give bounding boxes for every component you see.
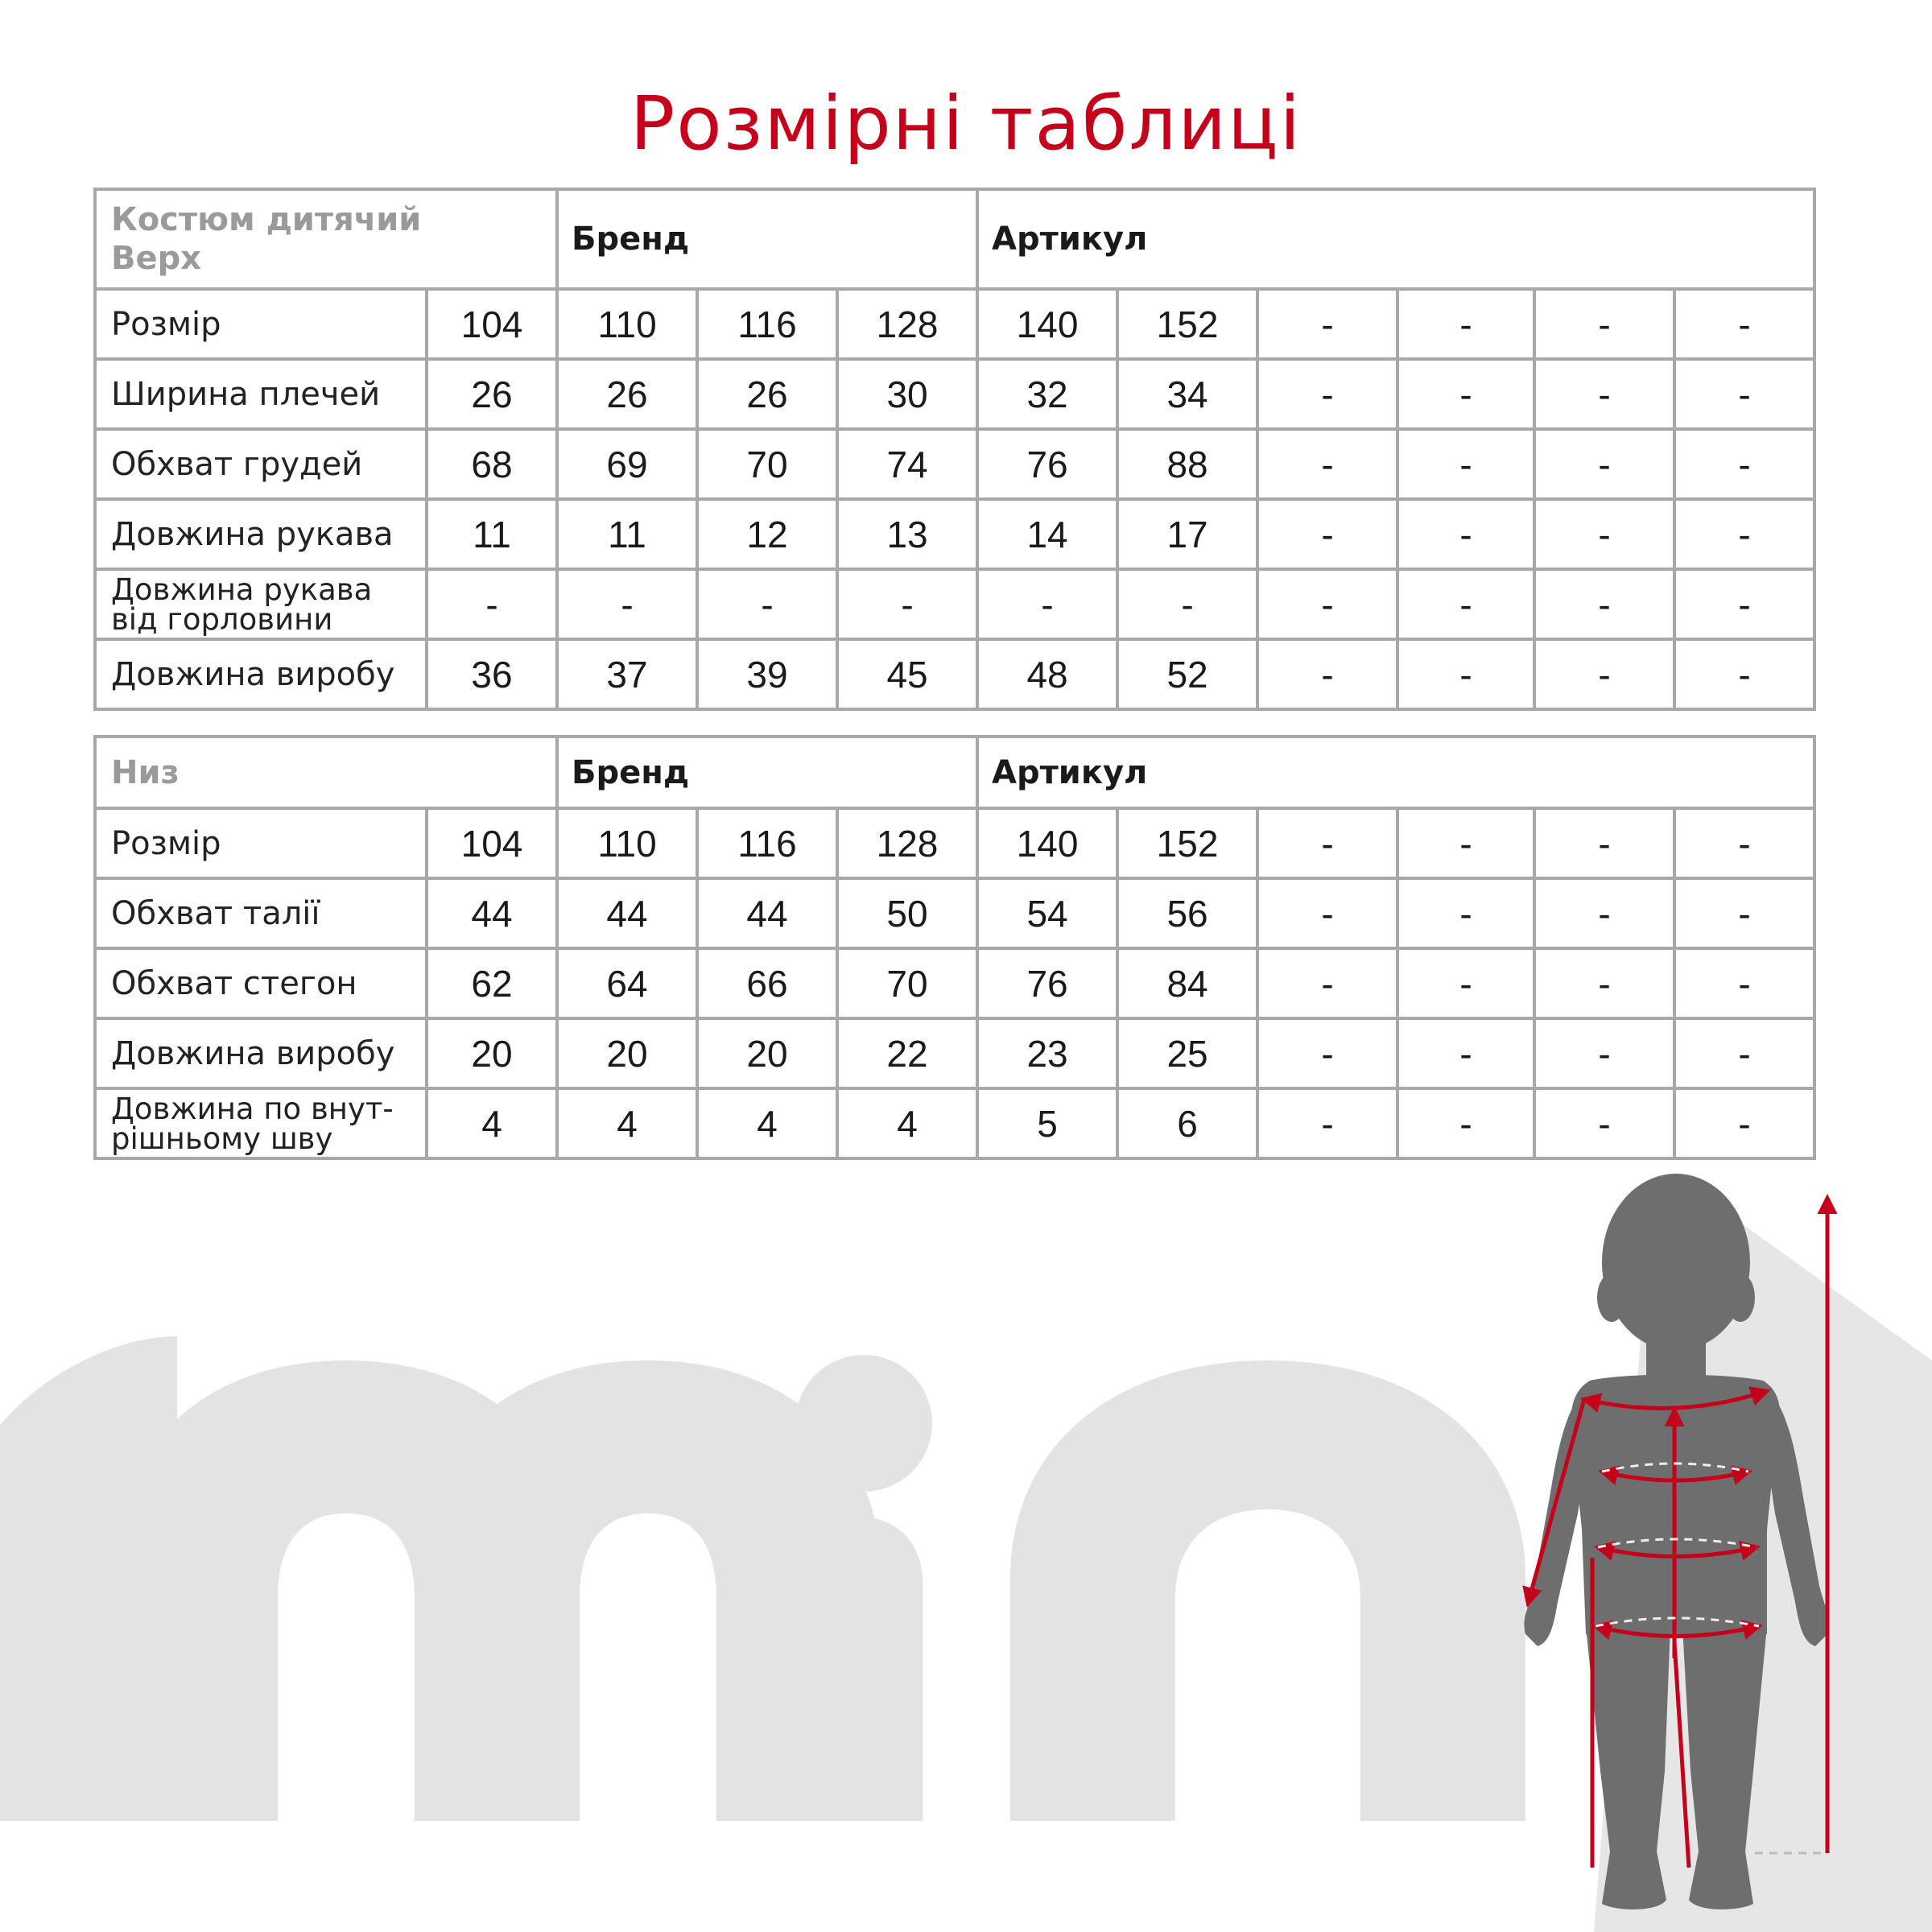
cell: - [1117,569,1257,639]
cell: 54 [977,878,1117,948]
cell: - [1397,878,1534,948]
row-label: Розмір [95,289,427,359]
cell: - [1674,429,1814,499]
cell: - [1674,499,1814,569]
cell: - [1534,569,1674,639]
cell: 4 [837,1088,977,1158]
cell: - [1397,359,1534,429]
cell: 50 [837,878,977,948]
cell: - [1397,1018,1534,1088]
cell: - [1674,1018,1814,1088]
cell: - [1534,1088,1674,1158]
cell: - [1674,569,1814,639]
cell: - [1534,1018,1674,1088]
cell: - [1534,878,1674,948]
cell: - [1257,878,1397,948]
cell: - [1534,499,1674,569]
cell: - [1674,359,1814,429]
cell: - [977,569,1117,639]
cell: 13 [837,499,977,569]
row-label: Розмір [95,808,427,878]
cell: - [1257,499,1397,569]
cell: - [1257,359,1397,429]
cell: 84 [1117,948,1257,1018]
cell: 152 [1117,289,1257,359]
cell: - [1257,808,1397,878]
cell: 152 [1117,808,1257,878]
cell: 104 [427,808,557,878]
page-title: Розмірні таблиці [630,80,1302,167]
cell: - [1674,289,1814,359]
cell: - [1257,289,1397,359]
cell: - [1257,429,1397,499]
cell: 52 [1117,639,1257,709]
row-label: Ширина плечей [95,359,427,429]
cell: 20 [697,1018,837,1088]
row-label: Довжина рукава [95,499,427,569]
cell: - [1674,948,1814,1018]
cell: 64 [557,948,697,1018]
cell: 44 [697,878,837,948]
cell: 74 [837,429,977,499]
cell: - [1397,429,1534,499]
cell: - [1257,569,1397,639]
cell: 34 [1117,359,1257,429]
cell: 11 [427,499,557,569]
cell: - [1674,639,1814,709]
brand-label: Бренд [557,189,977,289]
cell: - [1397,569,1534,639]
cell: 26 [557,359,697,429]
cell: 62 [427,948,557,1018]
cell: 4 [557,1088,697,1158]
cell: - [1674,1088,1814,1158]
article-label: Артикул [977,189,1814,289]
cell: 70 [837,948,977,1018]
cell: - [1534,948,1674,1018]
cell: - [557,569,697,639]
cell: 37 [557,639,697,709]
cell: - [1397,808,1534,878]
cell: - [1257,1088,1397,1158]
cell: 76 [977,948,1117,1018]
cell: 14 [977,499,1117,569]
cell: 4 [427,1088,557,1158]
cell: 140 [977,289,1117,359]
cell: - [1397,289,1534,359]
row-label-line: Довжина рукава [111,572,373,607]
cell: 68 [427,429,557,499]
cell: 70 [697,429,837,499]
cell: 26 [427,359,557,429]
cell: - [1674,808,1814,878]
cell: - [837,569,977,639]
cell: - [1674,878,1814,948]
cell: - [1534,359,1674,429]
cell: 116 [697,289,837,359]
cell: 26 [697,359,837,429]
cell: 39 [697,639,837,709]
category-line: Костюм дитячий [111,201,422,238]
cell: - [1397,499,1534,569]
cell: 20 [557,1018,697,1088]
cell: 4 [697,1088,837,1158]
category-line: Верх [111,240,202,277]
cell: 140 [977,808,1117,878]
cell: 11 [557,499,697,569]
cell: - [1534,429,1674,499]
cell: 22 [837,1018,977,1088]
row-label-line: Довжина по внут- [111,1091,394,1126]
cell: - [697,569,837,639]
cell: 104 [427,289,557,359]
cell: 23 [977,1018,1117,1088]
cell: - [1397,1088,1534,1158]
cell: 20 [427,1018,557,1088]
cell: - [1534,639,1674,709]
cell: - [1397,948,1534,1018]
cell: 110 [557,808,697,878]
cell: 6 [1117,1088,1257,1158]
row-label: Обхват талії [95,878,427,948]
cell: - [1534,289,1674,359]
cell: 12 [697,499,837,569]
cell: 5 [977,1088,1117,1158]
row-label: Обхват стегон [95,948,427,1018]
cell: 76 [977,429,1117,499]
cell: 48 [977,639,1117,709]
row-label: Обхват грудей [95,429,427,499]
cell: 116 [697,808,837,878]
cell: 128 [837,808,977,878]
cell: - [1397,639,1534,709]
cell: 32 [977,359,1117,429]
cell: - [1257,1018,1397,1088]
cell: 44 [427,878,557,948]
child-silhouette [1524,1174,1828,1909]
brand-label: Бренд [557,737,977,808]
cell: 17 [1117,499,1257,569]
row-label: Довжина виробу [95,639,427,709]
cell: 128 [837,289,977,359]
row-label-line: від горловини [111,601,333,637]
row-label-line: рішньому шву [111,1121,333,1156]
cell: - [427,569,557,639]
cell: 44 [557,878,697,948]
cell: 30 [837,359,977,429]
row-label: Довжина виробу [95,1018,427,1088]
cell: - [1257,639,1397,709]
cell: 88 [1117,429,1257,499]
cell: 45 [837,639,977,709]
cell: 56 [1117,878,1257,948]
category-cell: Низ [95,737,557,808]
cell: 25 [1117,1018,1257,1088]
cell: - [1534,808,1674,878]
cell: 66 [697,948,837,1018]
cell: - [1257,948,1397,1018]
cell: 69 [557,429,697,499]
cell: 36 [427,639,557,709]
cell: 110 [557,289,697,359]
article-label: Артикул [977,737,1814,808]
